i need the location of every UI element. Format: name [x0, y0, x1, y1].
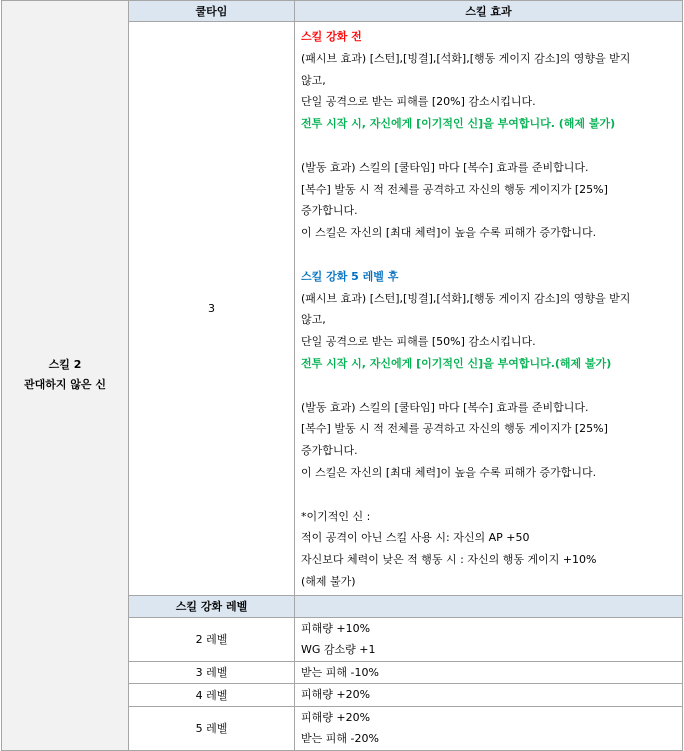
level-effects: [295, 661, 683, 684]
after-passive-line2: 않고,: [301, 313, 326, 327]
level-effect: WG 감소량 +1: [301, 643, 376, 657]
skill-name-cell: [2, 1, 129, 751]
after-passive-line1: (패시브 효과) [스턴],[빙결],[석화],[행동 게이지 감소]의 영향을 받지: [301, 291, 631, 305]
after-revenge-line2: 증가합니다.: [301, 444, 358, 458]
level-effects: [295, 706, 683, 750]
before-passive-line1: (패시브 효과) [스턴],[빙결],[석화],[행동 게이지 감소]의 영향을 받지: [301, 51, 631, 65]
skill-number: 스킬 2: [48, 358, 82, 372]
skill-table: [1, 0, 683, 751]
before-damage-reduction: 단일 공격으로 받는 피해를 [20%] 감소시킵니다.: [301, 95, 536, 109]
effect-header: 스킬 효과: [295, 1, 683, 22]
after-revenge-line1: [복수] 발동 시 적 전체를 공격하고 자신의 행동 게이지가 [25%]: [301, 422, 608, 436]
before-revenge-line2: 증가합니다.: [301, 204, 358, 218]
level-label: 3 레벨: [129, 661, 295, 684]
after-title: 스킬 강화 5 레벨 후: [301, 269, 399, 283]
note-title: *이기적인 신 :: [301, 509, 371, 523]
before-revenge-line1: [복수] 발동 시 적 전체를 공격하고 자신의 행동 게이지가 [25%]: [301, 182, 608, 196]
note-line-2: 자신보다 체력이 낮은 적 행동 시 : 자신의 행동 게이지 +10%: [301, 553, 597, 567]
level-effect: 받는 피해 -20%: [301, 732, 379, 746]
level-label: 5 레벨: [129, 706, 295, 750]
before-trigger: (발동 효과) 스킬의 [쿨타임] 마다 [복수] 효과를 준비합니다.: [301, 160, 589, 174]
level-effect: 피해량 +20%: [301, 710, 371, 724]
header-row: [2, 1, 683, 22]
level-effects: [295, 684, 683, 707]
after-damage-reduction: 단일 공격으로 받는 피해를 [50%] 감소시킵니다.: [301, 335, 536, 349]
levels-title: 스킬 강화 레벨: [129, 595, 295, 617]
cooltime-header: 쿨타임: [129, 1, 295, 22]
levels-title-blank: [295, 595, 683, 617]
note-line-1: 적이 공격이 아닌 스킬 사용 시: 자신의 AP +50: [301, 531, 530, 545]
before-title: 스킬 강화 전: [301, 30, 362, 43]
level-effect: 피해량 +10%: [301, 621, 371, 635]
after-trigger: (발동 효과) 스킬의 [쿨타임] 마다 [복수] 효과를 준비합니다.: [301, 400, 589, 414]
before-hp-scaling: 이 스킬은 자신의 [최대 체력]이 높을 수록 피해가 증가합니다.: [301, 226, 597, 240]
effect-cell: [295, 22, 683, 596]
after-battle-start: 전투 시작 시, 자신에게 [이기적인 신]을 부여합니다.(해제 불가): [301, 356, 612, 370]
level-effect: 피해량 +20%: [301, 688, 371, 702]
level-effect: 받는 피해 -10%: [301, 665, 379, 679]
level-label: 4 레벨: [129, 684, 295, 707]
level-effects: [295, 617, 683, 661]
level-label: 2 레벨: [129, 617, 295, 661]
cooltime-value: 3: [129, 22, 295, 596]
before-passive-line2: 않고,: [301, 73, 326, 87]
note-line-3: (해제 불가): [301, 574, 356, 588]
skill-name: 관대하지 않은 신: [23, 378, 107, 392]
after-hp-scaling: 이 스킬은 자신의 [최대 체력]이 높을 수록 피해가 증가합니다.: [301, 465, 597, 479]
before-battle-start: 전투 시작 시, 자신에게 [이기적인 신]을 부여합니다. (해제 불가): [301, 117, 616, 131]
